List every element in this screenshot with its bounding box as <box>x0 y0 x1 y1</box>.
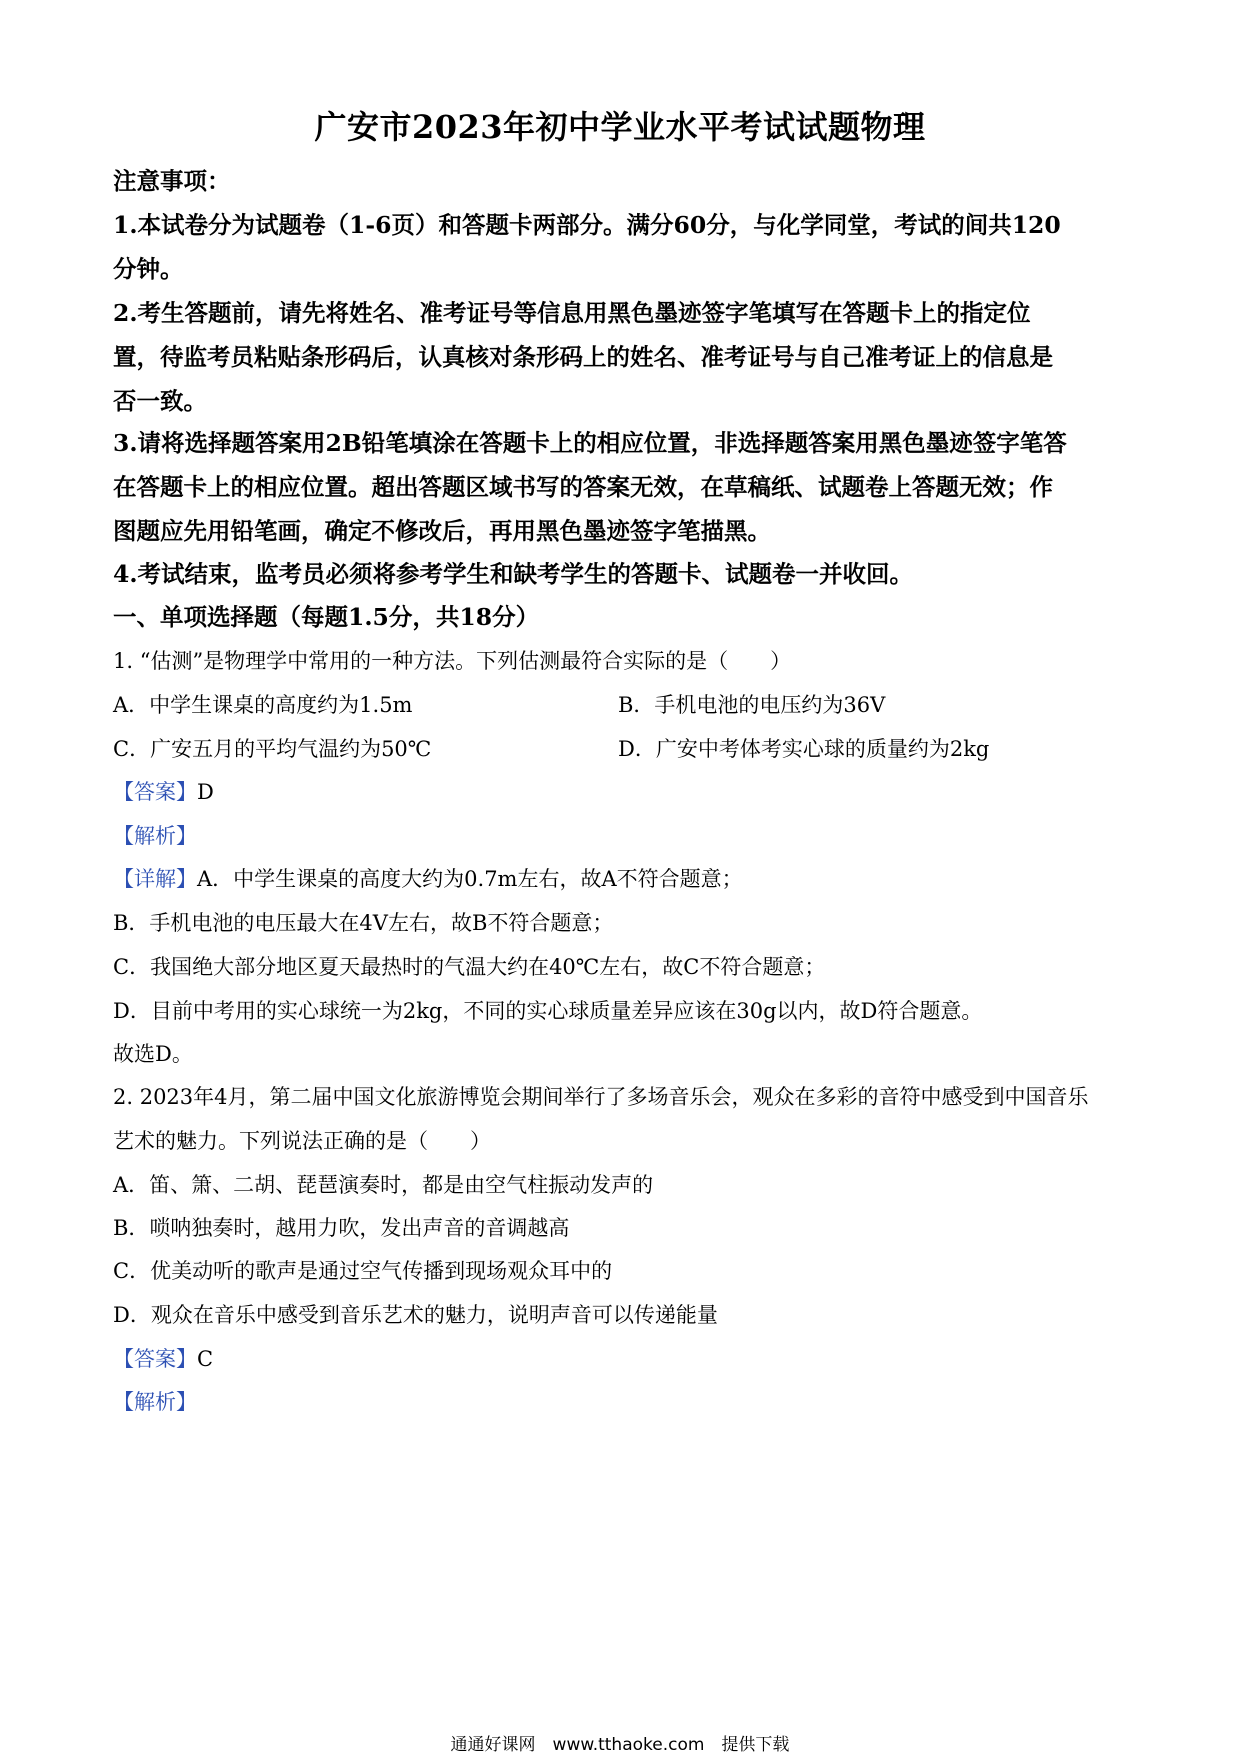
option-b: B．唢呐独奏时，越用力吹，发出声音的音调越高 <box>113 1216 570 1240</box>
answer-line <box>113 1344 213 1374</box>
answer-value: D <box>197 780 214 804</box>
option-c: C．优美动听的歌声是通过空气传播到现场观众耳中的 <box>113 1259 613 1283</box>
notice-line: 1.本试卷分为试题卷（1-6页）和答题卡两部分。满分60分，与化学同堂，考试的间共120 <box>113 211 1061 239</box>
option-b: B．手机电池的电压约为36V <box>618 693 886 717</box>
detail-line: 故选D。 <box>113 1042 193 1066</box>
question-stem: 2. 2023年4月，第二届中国文化旅游博览会期间举行了多场音乐会，观众在多彩的音符中感受到中国音乐 <box>113 1085 1089 1109</box>
answer-tag: 【答案】 <box>113 1347 197 1371</box>
option-a: A．中学生课桌的高度约为1.5m <box>113 693 413 717</box>
analysis-tag: 【解析】 <box>113 1390 197 1414</box>
detail-line: D．目前中考用的实心球统一为2kg，不同的实心球质量差异应该在30g以内，故D符合题意。 <box>113 999 983 1023</box>
notice-line: 分钟。 <box>113 255 184 283</box>
detail-text: A．中学生课桌的高度大约为0.7m左右，故A不符合题意； <box>197 867 743 891</box>
notice-line: 否一致。 <box>113 387 207 415</box>
detail-line: B．手机电池的电压最大在4V左右，故B不符合题意； <box>113 911 614 935</box>
notice-line: 2.考生答题前，请先将姓名、准考证号等信息用黑色墨迹签字笔填写在答题卡上的指定位 <box>113 299 1031 327</box>
question-stem: 艺术的魅力。下列说法正确的是（ ） <box>113 1129 491 1153</box>
detail-line <box>113 864 743 894</box>
question-stem: 1. “估测”是物理学中常用的一种方法。下列估测最符合实际的是（ ） <box>113 649 792 673</box>
section-heading: 一、单项选择题（每题1.5分，共18分） <box>113 603 540 631</box>
page-title: 广安市2023年初中学业水平考试试题物理 <box>314 108 926 146</box>
detail-line: C．我国绝大部分地区夏天最热时的气温大约在40℃左右，故C不符合题意； <box>113 955 826 979</box>
notice-line: 图题应先用铅笔画，确定不修改后，再用黑色墨迹签字笔描黑。 <box>113 517 771 545</box>
page-footer: 通通好课网 www.tthaoke.com 提供下载 <box>450 1735 790 1755</box>
answer-line <box>113 777 214 807</box>
answer-tag: 【答案】 <box>113 780 197 804</box>
notice-line: 在答题卡上的相应位置。超出答题区域书写的答案无效，在草稿纸、试题卷上答题无效；作 <box>113 473 1053 501</box>
option-d: D．广安中考体考实心球的质量约为2kg <box>618 737 990 761</box>
detail-tag: 【详解】 <box>113 867 197 891</box>
option-c: C．广安五月的平均气温约为50℃ <box>113 737 432 761</box>
notice-line: 3.请将选择题答案用2B铅笔填涂在答题卡上的相应位置，非选择题答案用黑色墨迹签字笔答 <box>113 429 1067 457</box>
option-d: D．观众在音乐中感受到音乐艺术的魅力，说明声音可以传递能量 <box>113 1303 718 1327</box>
notice-heading: 注意事项： <box>113 167 231 195</box>
answer-value: C <box>197 1347 214 1371</box>
notice-line: 置，待监考员粘贴条形码后，认真核对条形码上的姓名、准考证号与自己准考证上的信息是 <box>113 343 1053 371</box>
option-a: A．笛、箫、二胡、琵琶演奏时，都是由空气柱振动发声的 <box>113 1173 654 1197</box>
analysis-line <box>113 821 197 851</box>
analysis-line <box>113 1387 197 1417</box>
analysis-tag: 【解析】 <box>113 824 197 848</box>
notice-line: 4.考试结束，监考员必须将参考学生和缺考学生的答题卡、试题卷一并收回。 <box>113 560 914 588</box>
